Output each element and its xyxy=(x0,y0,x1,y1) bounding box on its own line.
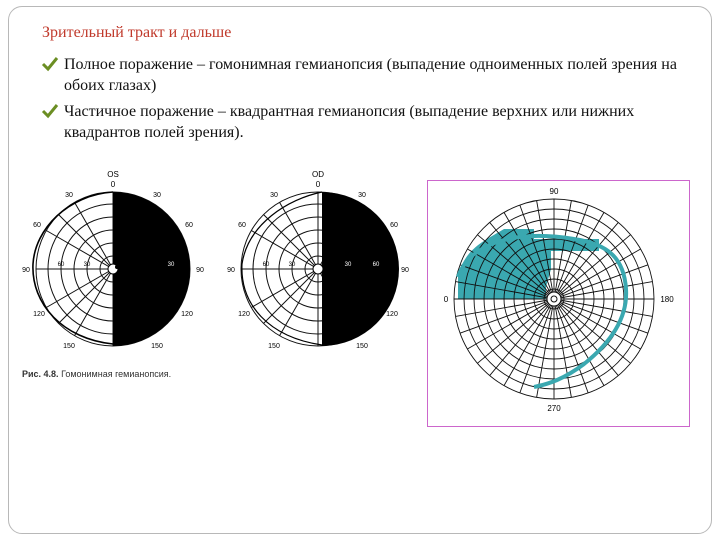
tick-label: 60 xyxy=(238,222,246,229)
tick-label: 30 xyxy=(358,192,366,199)
figure-caption xyxy=(22,369,171,379)
quadrant-hemianopsia-figure xyxy=(427,180,690,427)
checkmark-bullet-icon xyxy=(42,104,58,118)
tick-label: 60 xyxy=(185,222,193,229)
tick-label: 60 xyxy=(181,262,189,268)
tick-label: 90 xyxy=(227,267,235,274)
visual-field-chart-od xyxy=(227,170,409,350)
tick-label: 60 xyxy=(372,262,380,268)
tick-label: 0 xyxy=(315,180,321,189)
hemianopsia-figure xyxy=(18,166,408,392)
tick-label: 60 xyxy=(262,262,270,268)
tick-label: 90 xyxy=(22,267,30,274)
angle-label-right: 180 xyxy=(660,295,674,304)
quadrant-field-svg xyxy=(428,181,689,426)
slide-title: Зрительный тракт и дальше xyxy=(42,24,232,41)
caption-prefix: Рис. 4.8. xyxy=(22,369,59,379)
tick-label: 120 xyxy=(33,311,45,318)
eye-label: OD xyxy=(312,170,324,179)
bullet-item xyxy=(42,54,692,96)
eye-label: OS xyxy=(107,170,119,179)
tick-label: 120 xyxy=(181,311,193,318)
tick-label: 150 xyxy=(268,343,280,350)
tick-label: 60 xyxy=(390,222,398,229)
tick-label: 150 xyxy=(63,343,75,350)
tick-label: 30 xyxy=(288,262,296,268)
caption-text: Гомонимная гемианопсия. xyxy=(61,369,172,379)
angle-label-bottom: 270 xyxy=(547,404,561,413)
bullet-item xyxy=(42,101,692,143)
bullet-text: Частичное поражение – квадрантная гемианопсия (выпадение верхних или нижних квадрантов полей зрения). xyxy=(64,103,635,141)
tick-label: 90 xyxy=(196,267,204,274)
angle-label-top: 90 xyxy=(549,187,559,196)
bullet-list xyxy=(42,54,692,148)
tick-label: 90 xyxy=(401,267,409,274)
tick-label: 0 xyxy=(110,180,116,189)
visual-field-chart-os xyxy=(22,170,204,350)
tick-label: 120 xyxy=(386,311,398,318)
tick-label: 30 xyxy=(65,192,73,199)
tick-label: 30 xyxy=(344,262,352,268)
tick-label: 30 xyxy=(153,192,161,199)
tick-label: 30 xyxy=(83,262,91,268)
tick-label: 60 xyxy=(33,222,41,229)
field-charts-svg xyxy=(18,166,408,366)
tick-label: 120 xyxy=(238,311,250,318)
tick-label: 150 xyxy=(151,343,163,350)
angle-label-left: 0 xyxy=(443,295,449,304)
bullet-text: Полное поражение – гомонимная гемианопсия (выпадение одноименных полей зрения на обоих глазах) xyxy=(64,56,677,94)
tick-label: 30 xyxy=(167,262,175,268)
tick-label: 30 xyxy=(270,192,278,199)
tick-label: 150 xyxy=(356,343,368,350)
tick-label: 60 xyxy=(57,262,65,268)
checkmark-bullet-icon xyxy=(42,57,58,71)
